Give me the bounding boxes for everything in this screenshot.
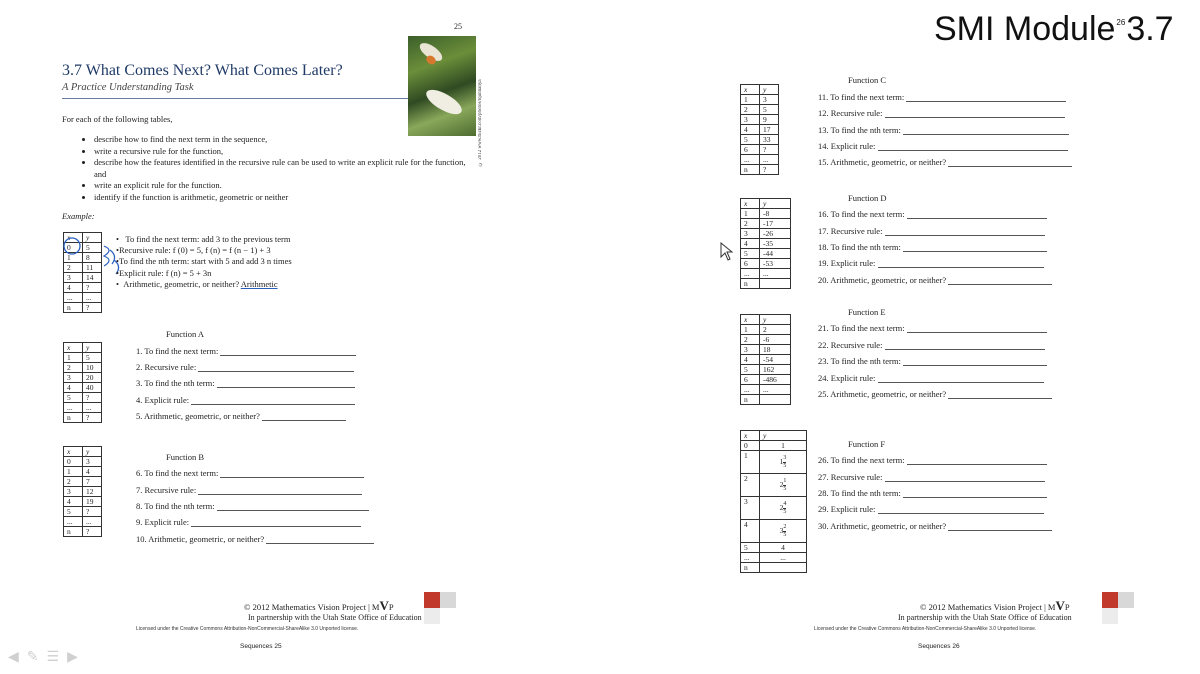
table-cell: -53: [760, 259, 791, 269]
question-row: 14. Explicit rule:: [818, 141, 1068, 151]
table-cell: n: [64, 527, 83, 537]
question-row: 24. Explicit rule:: [818, 373, 1044, 383]
table-cell: 3: [760, 95, 779, 105]
table-cell: ?: [83, 413, 102, 423]
table-cell: n: [64, 413, 83, 423]
table-cell: 5: [83, 243, 102, 253]
table-header: x: [741, 199, 760, 209]
question-row: 21. To find the next term:: [818, 323, 1047, 333]
table-header: x: [741, 431, 760, 441]
table-header: y: [760, 431, 807, 441]
table-cell: [760, 279, 791, 289]
table-cell: ?: [83, 393, 102, 403]
function-c-title: Function C: [848, 75, 887, 85]
table-cell: 4: [64, 383, 83, 393]
table-header: y: [760, 199, 791, 209]
question-row: 6. To find the next term:: [136, 468, 364, 478]
mvp-logo-square: [424, 592, 440, 608]
function-e-table: [740, 314, 791, 405]
question-row: 4. Explicit rule:: [136, 395, 355, 405]
table-cell: 4: [741, 125, 760, 135]
table-cell: ?: [83, 283, 102, 293]
koi-fish-photo: [408, 36, 476, 136]
table-cell: 5: [741, 365, 760, 375]
question-row: 8. To find the nth term:: [136, 501, 369, 511]
table-header: x: [64, 447, 83, 457]
function-e-title: Function E: [848, 307, 886, 317]
question-row: 13. To find the nth term:: [818, 125, 1069, 135]
question-row: 23. To find the nth term:: [818, 356, 1047, 366]
table-cell: ...: [741, 155, 760, 165]
table-cell: ?: [83, 507, 102, 517]
question-row: 29. Explicit rule:: [818, 504, 1044, 514]
table-cell: -35: [760, 239, 791, 249]
function-a-table: [63, 342, 102, 423]
table-cell: 4: [83, 467, 102, 477]
table-header: y: [83, 447, 102, 457]
instruction-list: [80, 134, 474, 203]
table-cell: 20: [83, 373, 102, 383]
table-cell: ?: [83, 527, 102, 537]
table-cell: 1 $\frac{3}{5}$: [760, 451, 807, 474]
list-item: • describe how the features identified in the recursive rule can be used to write an explicit rule for the function, and: [94, 157, 474, 180]
table-cell: 18: [760, 345, 791, 355]
license-line: Licensed under the Creative Commons Attribution-NonCommercial-ShareAlike 3.0 Unported license.: [814, 626, 1037, 632]
function-a-title: Function A: [166, 329, 205, 339]
table-cell: n: [64, 303, 83, 313]
question-row: 28. To find the nth term:: [818, 488, 1047, 498]
question-row: 9. Explicit rule:: [136, 517, 361, 527]
table-cell: 2: [64, 477, 83, 487]
table-cell: 1: [64, 353, 83, 363]
table-cell: 2: [741, 105, 760, 115]
question-row: 19. Explicit rule:: [818, 258, 1044, 268]
table-cell: 3: [64, 487, 83, 497]
table-header: y: [83, 233, 102, 243]
table-cell: 1: [64, 467, 83, 477]
example-line: •Recursive rule: f (0) = 5, f (n) = f (n − 1) + 3: [116, 245, 271, 255]
table-cell: -6: [760, 335, 791, 345]
question-row: 17. Recursive rule:: [818, 226, 1045, 236]
table-cell: 5: [741, 249, 760, 259]
table-cell: 5: [64, 507, 83, 517]
table-cell: 4: [741, 355, 760, 365]
table-cell: 6: [741, 259, 760, 269]
function-b-title: Function B: [166, 452, 205, 462]
forward-arrow-icon[interactable]: ▶: [67, 648, 86, 664]
table-cell: 0: [64, 243, 83, 253]
question-row: 30. Arithmetic, geometric, or neither?: [818, 521, 1052, 531]
table-cell: 4: [64, 283, 83, 293]
table-cell: 3: [64, 373, 83, 383]
question-row: 18. To find the nth term:: [818, 242, 1047, 252]
question-row: 11. To find the next term:: [818, 92, 1066, 102]
table-cell: 3: [741, 229, 760, 239]
table-cell: n: [741, 165, 760, 175]
function-b-table: [63, 446, 102, 537]
table-cell: ?: [760, 145, 779, 155]
table-cell: 5: [760, 105, 779, 115]
table-cell: [760, 563, 807, 573]
list-item: • write an explicit rule for the function.: [94, 180, 474, 192]
function-f-title: Function F: [848, 439, 886, 449]
table-cell: n: [741, 563, 760, 573]
list-item: • describe how to find the next term in the sequence,: [94, 134, 474, 146]
table-cell: ...: [83, 403, 102, 413]
table-cell: 19: [83, 497, 102, 507]
list-item: • write a recursive rule for the function,: [94, 146, 474, 158]
table-cell: 2: [741, 335, 760, 345]
example-line: •To find the nth term: start with 5 and add 3 n times: [116, 256, 292, 266]
table-cell: ?: [83, 303, 102, 313]
table-cell: 1: [741, 451, 760, 474]
table-cell: 3: [741, 115, 760, 125]
table-cell: 17: [760, 125, 779, 135]
mvp-logo-square: [1102, 608, 1118, 624]
question-row: 5. Arithmetic, geometric, or neither?: [136, 411, 346, 421]
table-cell: 2: [741, 219, 760, 229]
table-cell: 14: [83, 273, 102, 283]
partnership-line: In partnership with the Utah State Office of Education: [248, 613, 422, 622]
partnership-line: In partnership with the Utah State Office of Education: [898, 613, 1072, 622]
table-header: x: [64, 233, 83, 243]
table-cell: ...: [760, 269, 791, 279]
function-d-title: Function D: [848, 193, 887, 203]
photo-credit: © 2012 www.flickr.com/photos/lqunnanya: [478, 79, 483, 166]
pen-icon[interactable]: ✎: [26, 648, 47, 664]
table-cell: ...: [741, 269, 760, 279]
example-answer: Arithmetic: [240, 279, 278, 289]
table-header: x: [741, 315, 760, 325]
table-cell: 4: [741, 239, 760, 249]
table-cell: -44: [760, 249, 791, 259]
table-header: x: [64, 343, 83, 353]
table-cell: 3: [64, 273, 83, 283]
instructions-intro: For each of the following tables,: [62, 114, 173, 124]
table-cell: ...: [760, 553, 807, 563]
table-cell: 2 $\frac{4}{5}$: [760, 497, 807, 520]
table-cell: 1: [741, 209, 760, 219]
table-header: y: [760, 85, 779, 95]
table-cell: ...: [741, 385, 760, 395]
menu-icon[interactable]: ☰: [46, 648, 68, 664]
page-footer-label: Sequences 25: [240, 643, 282, 650]
mvp-logo-square: [440, 592, 456, 608]
table-cell: n: [741, 279, 760, 289]
table-cell: ...: [64, 517, 83, 527]
title-divider: [62, 98, 410, 99]
page-footer-label: Sequences 26: [918, 643, 960, 650]
question-row: 1. To find the next term:: [136, 346, 356, 356]
table-cell: 3: [741, 345, 760, 355]
table-cell: 2 $\frac{1}{5}$: [760, 474, 807, 497]
table-cell: 4: [741, 520, 760, 543]
table-cell: -486: [760, 375, 791, 385]
question-row: 22. Recursive rule:: [818, 340, 1045, 350]
copyright-line: © 2012 Mathematics Vision Project | MVP: [244, 598, 394, 613]
table-cell: 3: [83, 457, 102, 467]
table-cell: [760, 395, 791, 405]
table-cell: 3 $\frac{2}{5}$: [760, 520, 807, 543]
example-label: Example:: [62, 211, 95, 221]
function-d-table: [740, 198, 791, 289]
table-cell: -8: [760, 209, 791, 219]
table-cell: 10: [83, 363, 102, 373]
table-cell: 5: [741, 543, 760, 553]
table-cell: 0: [741, 441, 760, 451]
presentation-toolbar: [8, 648, 86, 665]
slide-title: SMI Module$^{26}$3.7: [934, 10, 1174, 48]
table-cell: ...: [83, 517, 102, 527]
table-cell: 0: [64, 457, 83, 467]
table-cell: 33: [760, 135, 779, 145]
table-cell: 5: [83, 353, 102, 363]
table-cell: 1: [741, 325, 760, 335]
table-header: x: [741, 85, 760, 95]
table-cell: 6: [741, 375, 760, 385]
table-cell: ...: [741, 553, 760, 563]
table-cell: ...: [83, 293, 102, 303]
question-row: 12. Recursive rule:: [818, 108, 1065, 118]
table-cell: 7: [83, 477, 102, 487]
document-subtitle: A Practice Understanding Task: [62, 82, 194, 93]
question-row: 25. Arithmetic, geometric, or neither?: [818, 389, 1052, 399]
question-row: 7. Recursive rule:: [136, 485, 362, 495]
question-row: 26. To find the next term:: [818, 455, 1047, 465]
copyright-line: © 2012 Mathematics Vision Project | MVP: [920, 598, 1070, 613]
table-cell: 1: [64, 253, 83, 263]
table-cell: 1: [760, 441, 807, 451]
table-cell: ...: [760, 155, 779, 165]
document-title: 3.7 What Comes Next? What Comes Later?: [62, 62, 343, 79]
list-item: • identify if the function is arithmetic, geometric or neither: [94, 192, 474, 204]
table-cell: -54: [760, 355, 791, 365]
table-header: y: [760, 315, 791, 325]
function-c-table: [740, 84, 779, 175]
question-row: 10. Arithmetic, geometric, or neither?: [136, 534, 374, 544]
page-number: 25: [454, 22, 462, 31]
table-cell: 40: [83, 383, 102, 393]
question-row: 2. Recursive rule:: [136, 362, 354, 372]
table-cell: 4: [760, 543, 807, 553]
table-cell: -17: [760, 219, 791, 229]
question-row: 27. Recursive rule:: [818, 472, 1045, 482]
table-cell: 8: [83, 253, 102, 263]
question-row: 20. Arithmetic, geometric, or neither?: [818, 275, 1052, 285]
table-cell: 2: [760, 325, 791, 335]
table-cell: -26: [760, 229, 791, 239]
table-cell: 2: [741, 474, 760, 497]
table-cell: 4: [64, 497, 83, 507]
table-cell: 11: [83, 263, 102, 273]
mvp-logo-square: [424, 608, 440, 624]
table-cell: 5: [64, 393, 83, 403]
license-line: Licensed under the Creative Commons Attribution-NonCommercial-ShareAlike 3.0 Unported license.: [136, 626, 359, 632]
table-cell: ...: [64, 403, 83, 413]
table-cell: 5: [741, 135, 760, 145]
table-cell: 6: [741, 145, 760, 155]
table-cell: ...: [760, 385, 791, 395]
table-cell: ?: [760, 165, 779, 175]
table-header: y: [83, 343, 102, 353]
table-cell: 2: [64, 363, 83, 373]
table-cell: 3: [741, 497, 760, 520]
table-cell: ...: [64, 293, 83, 303]
table-cell: 12: [83, 487, 102, 497]
table-cell: n: [741, 395, 760, 405]
table-cell: 1: [741, 95, 760, 105]
example-line: • Arithmetic, geometric, or neither? Arithmetic: [116, 279, 278, 289]
table-cell: 9: [760, 115, 779, 125]
example-line: •Explicit rule: f (n) = 5 + 3n: [116, 268, 212, 278]
question-row: 16. To find the next term:: [818, 209, 1047, 219]
function-f-table: [740, 430, 807, 573]
table-cell: 162: [760, 365, 791, 375]
question-row: 15. Arithmetic, geometric, or neither?: [818, 157, 1072, 167]
question-row: 3. To find the nth term:: [136, 378, 355, 388]
mvp-logo-square: [1118, 592, 1134, 608]
example-line: • To find the next term: add 3 to the previous term: [116, 234, 291, 244]
mouse-cursor-icon: [720, 242, 734, 262]
mvp-logo-square: [1102, 592, 1118, 608]
table-cell: 2: [64, 263, 83, 273]
back-arrow-icon[interactable]: ◀: [8, 648, 27, 664]
